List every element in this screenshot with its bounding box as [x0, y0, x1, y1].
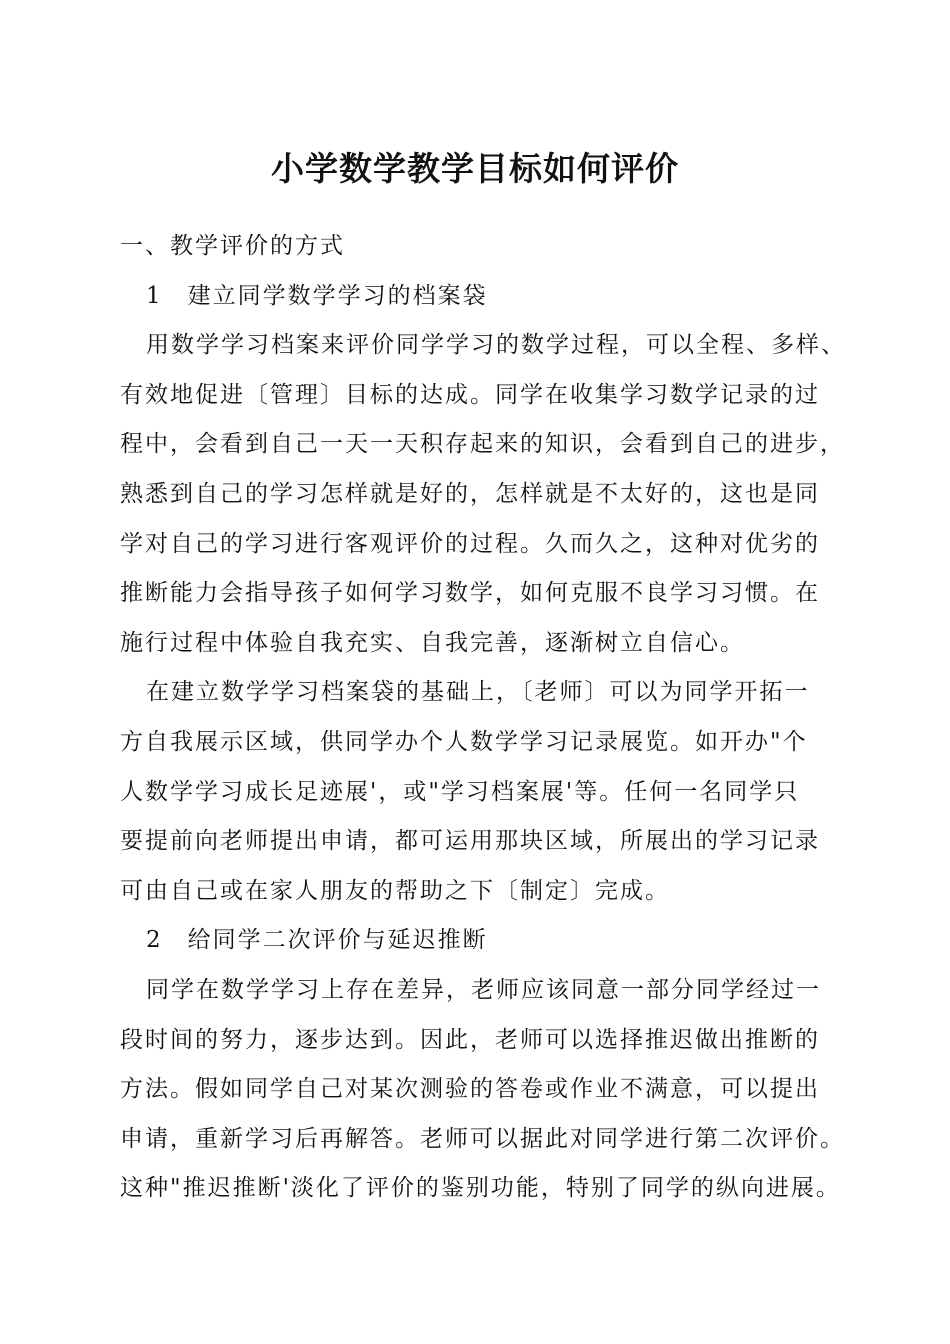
- text-line: 施行过程中体验自我充实、自我完善，逐渐树立自信心。: [120, 629, 745, 656]
- text-line: 可由自己或在家人朋友的帮助之下〔制定〕完成。: [120, 877, 670, 904]
- text-line: 一、教学评价的方式: [120, 233, 345, 259]
- text-line: 方法。假如同学自己对某次测验的答卷或作业不满意，可以提出: [120, 1076, 820, 1103]
- text-line: 段时间的努力，逐步达到。因此，老师可以选择推迟做出推断的: [120, 1026, 820, 1053]
- text-line: 人数学学习成长足迹展'，或"学习档案展'等。任何一名同学只: [120, 778, 800, 805]
- text-line: 用数学学习档案来评价同学学习的数学过程，可以全程、多样、: [146, 332, 846, 359]
- text-line: 推断能力会指导孩子如何学习数学，如何克服不良学习习惯。在: [120, 580, 820, 607]
- text-line: 学对自己的学习进行客观评价的过程。久而久之，这种对优劣的: [120, 530, 820, 557]
- document-body: [120, 222, 850, 1214]
- text-line: 申请，重新学习后再解答。老师可以据此对同学进行第二次评价。: [120, 1125, 845, 1152]
- text-line: 熟悉到自己的学习怎样就是好的，怎样就是不太好的，这也是同: [120, 480, 820, 507]
- document-title: 小学数学教学目标如何评价: [271, 149, 679, 188]
- text-line: 有效地促进〔管理〕目标的达成。同学在收集学习数学记录的过: [120, 381, 820, 408]
- text-line: 要提前向老师提出申请，都可运用那块区域，所展出的学习记录: [120, 828, 820, 855]
- text-line: 同学在数学学习上存在差异，老师应该同意一部分同学经过一: [146, 976, 821, 1003]
- text-line: 在建立数学学习档案袋的基础上，〔老师〕可以为同学开拓一: [146, 679, 810, 706]
- text-line: 2 给同学二次评价与延迟推断: [146, 927, 488, 954]
- text-line: 1 建立同学数学学习的档案袋: [146, 282, 488, 309]
- text-line: 这种"推迟推断'淡化了评价的鉴别功能，特别了同学的纵向进展。: [120, 1175, 841, 1202]
- text-line: 程中，会看到自己一天一天积存起来的知识，会看到自己的进步，: [120, 431, 845, 458]
- text-line: 方自我展示区域，供同学办个人数学学习记录展览。如开办"个: [120, 728, 808, 755]
